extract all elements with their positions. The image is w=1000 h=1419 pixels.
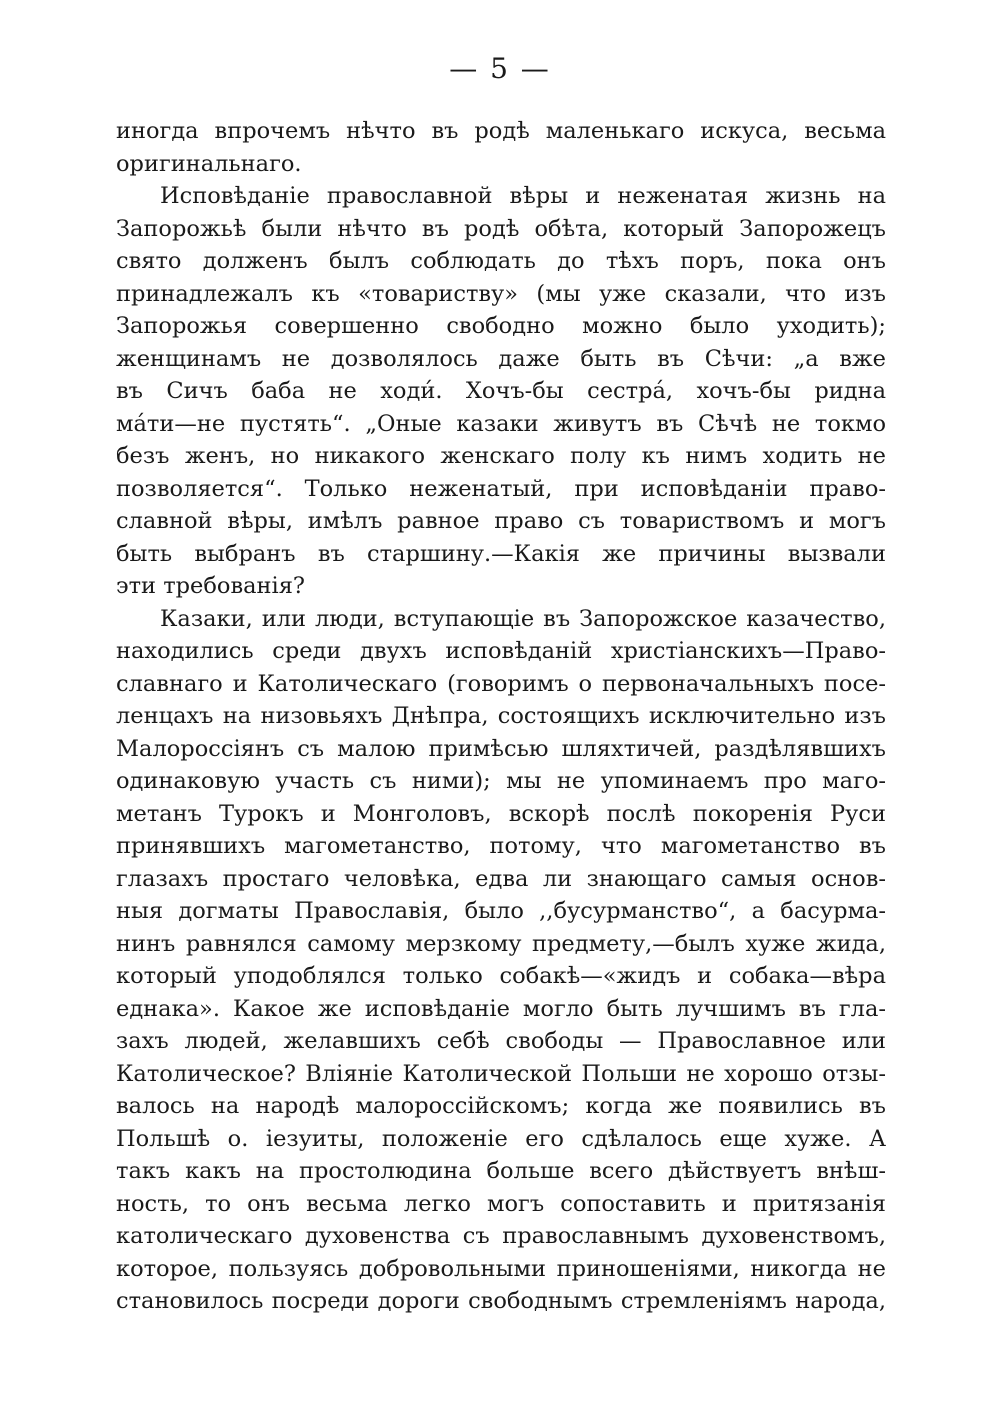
text-line: иногда впрочемъ нѣчто въ родѣ маленькаго искуса, весьма [116,118,886,144]
text-line: такъ какъ на простолюдина больше всего дѣйствуетъ внѣш- [116,1158,886,1184]
text-line: свято долженъ былъ соблюдать до тѣхъ поръ, пока онъ [116,248,886,274]
text-line: Запорожьѣ были нѣчто въ родѣ обѣта, который Запорожецъ [116,215,886,242]
text-line: Исповѣданіе православной вѣры и неженатая жизнь на [160,183,886,209]
text-line: ныя догматы Православія, было ,,бусурманство“, а басурма- [116,898,886,924]
text-line: эти требованія? [116,573,305,599]
text-line: женщинамъ не дозволялось даже быть въ Сѣчи: „а вже [116,345,886,372]
text-line: въ Сичъ баба не ходи́. Хочъ-бы сестра́, хочъ-бы ридна [116,378,886,404]
paragraph-1 [116,115,886,180]
text-line: который уподоблялся только собакѣ—«жидъ и собака—вѣра [116,963,886,989]
text-line: становилось посреди дороги свободнымъ стремленіямъ народа, [116,1288,886,1314]
text-line: ленцахъ на низовьяхъ Днѣпра, состоящихъ исключительно изъ [116,703,886,729]
paragraph-3 [116,603,886,1318]
text-line: которое, пользуясь добровольными приношеніями, никогда не [116,1255,886,1282]
page-number: — 5 — [449,52,551,85]
text-line: католическаго духовенства съ православнымъ духовенствомъ, [116,1223,886,1249]
text-line: позволяется“. Только неженатый, при исповѣданіи право- [116,475,886,502]
text-line: одинаковую участь съ ними); мы не упоминаемъ про маго- [116,768,886,794]
text-line: Казаки, или люди, вступающіе въ Запорожское казачество, [160,605,886,632]
text-line: находились среди двухъ исповѣданій христіанскихъ—Право- [116,638,886,664]
text-line: еднака». Какое же исповѣданіе могло быть лучшимъ въ гла- [116,995,886,1022]
text-line: валось на народѣ малороссійскомъ; когда же появились въ [116,1093,886,1119]
text-line: Малороссіянъ съ малою примѣсью шляхтичей, раздѣлявшихъ [116,735,886,762]
text-line: безъ женъ, но никакого женскаго полу къ нимъ ходить не [116,443,886,469]
text-line: Католическое? Вліяніе Католической Польши не хорошо отзы- [116,1060,886,1087]
text-line: Польшѣ о. іезуиты, положеніе его сдѣлалось еще хуже. А [116,1125,886,1152]
text-line: Запорожья совершенно свободно можно было уходить); [116,313,886,339]
body-text [116,115,886,1318]
text-line: оригинальнаго. [116,150,302,177]
text-line: захъ людей, желавшихъ себѣ свободы — Православное или [116,1028,886,1054]
text-line: метанъ Турокъ и Монголовъ, вскорѣ послѣ покоренія Руси [116,800,886,827]
text-line: славной вѣры, имѣлъ равное право съ товариствомъ и могъ [116,508,886,534]
text-line: славнаго и Католическаго (говоримъ о первоначальныхъ посе- [116,670,886,697]
text-line: быть выбранъ въ старшину.—Какія же причины вызвали [116,540,886,567]
text-line: принадлежалъ къ «товариству» (мы уже сказали, что изъ [116,280,886,307]
text-line: принявшихъ магометанство, потому, что магометанство въ [116,833,886,859]
text-line: ма́ти—не пустять“. „Оные казаки живутъ въ Сѣчѣ не токмо [116,410,886,437]
paragraph-2 [116,180,886,603]
text-line: глазахъ простаго человѣка, едва ли знающаго самыя основ- [116,865,886,892]
text-line: ность, то онъ весьма легко могъ сопоставить и притязанія [116,1190,886,1217]
text-line: нинъ равнялся самому мерзкому предмету,—былъ хуже жида, [116,930,886,957]
